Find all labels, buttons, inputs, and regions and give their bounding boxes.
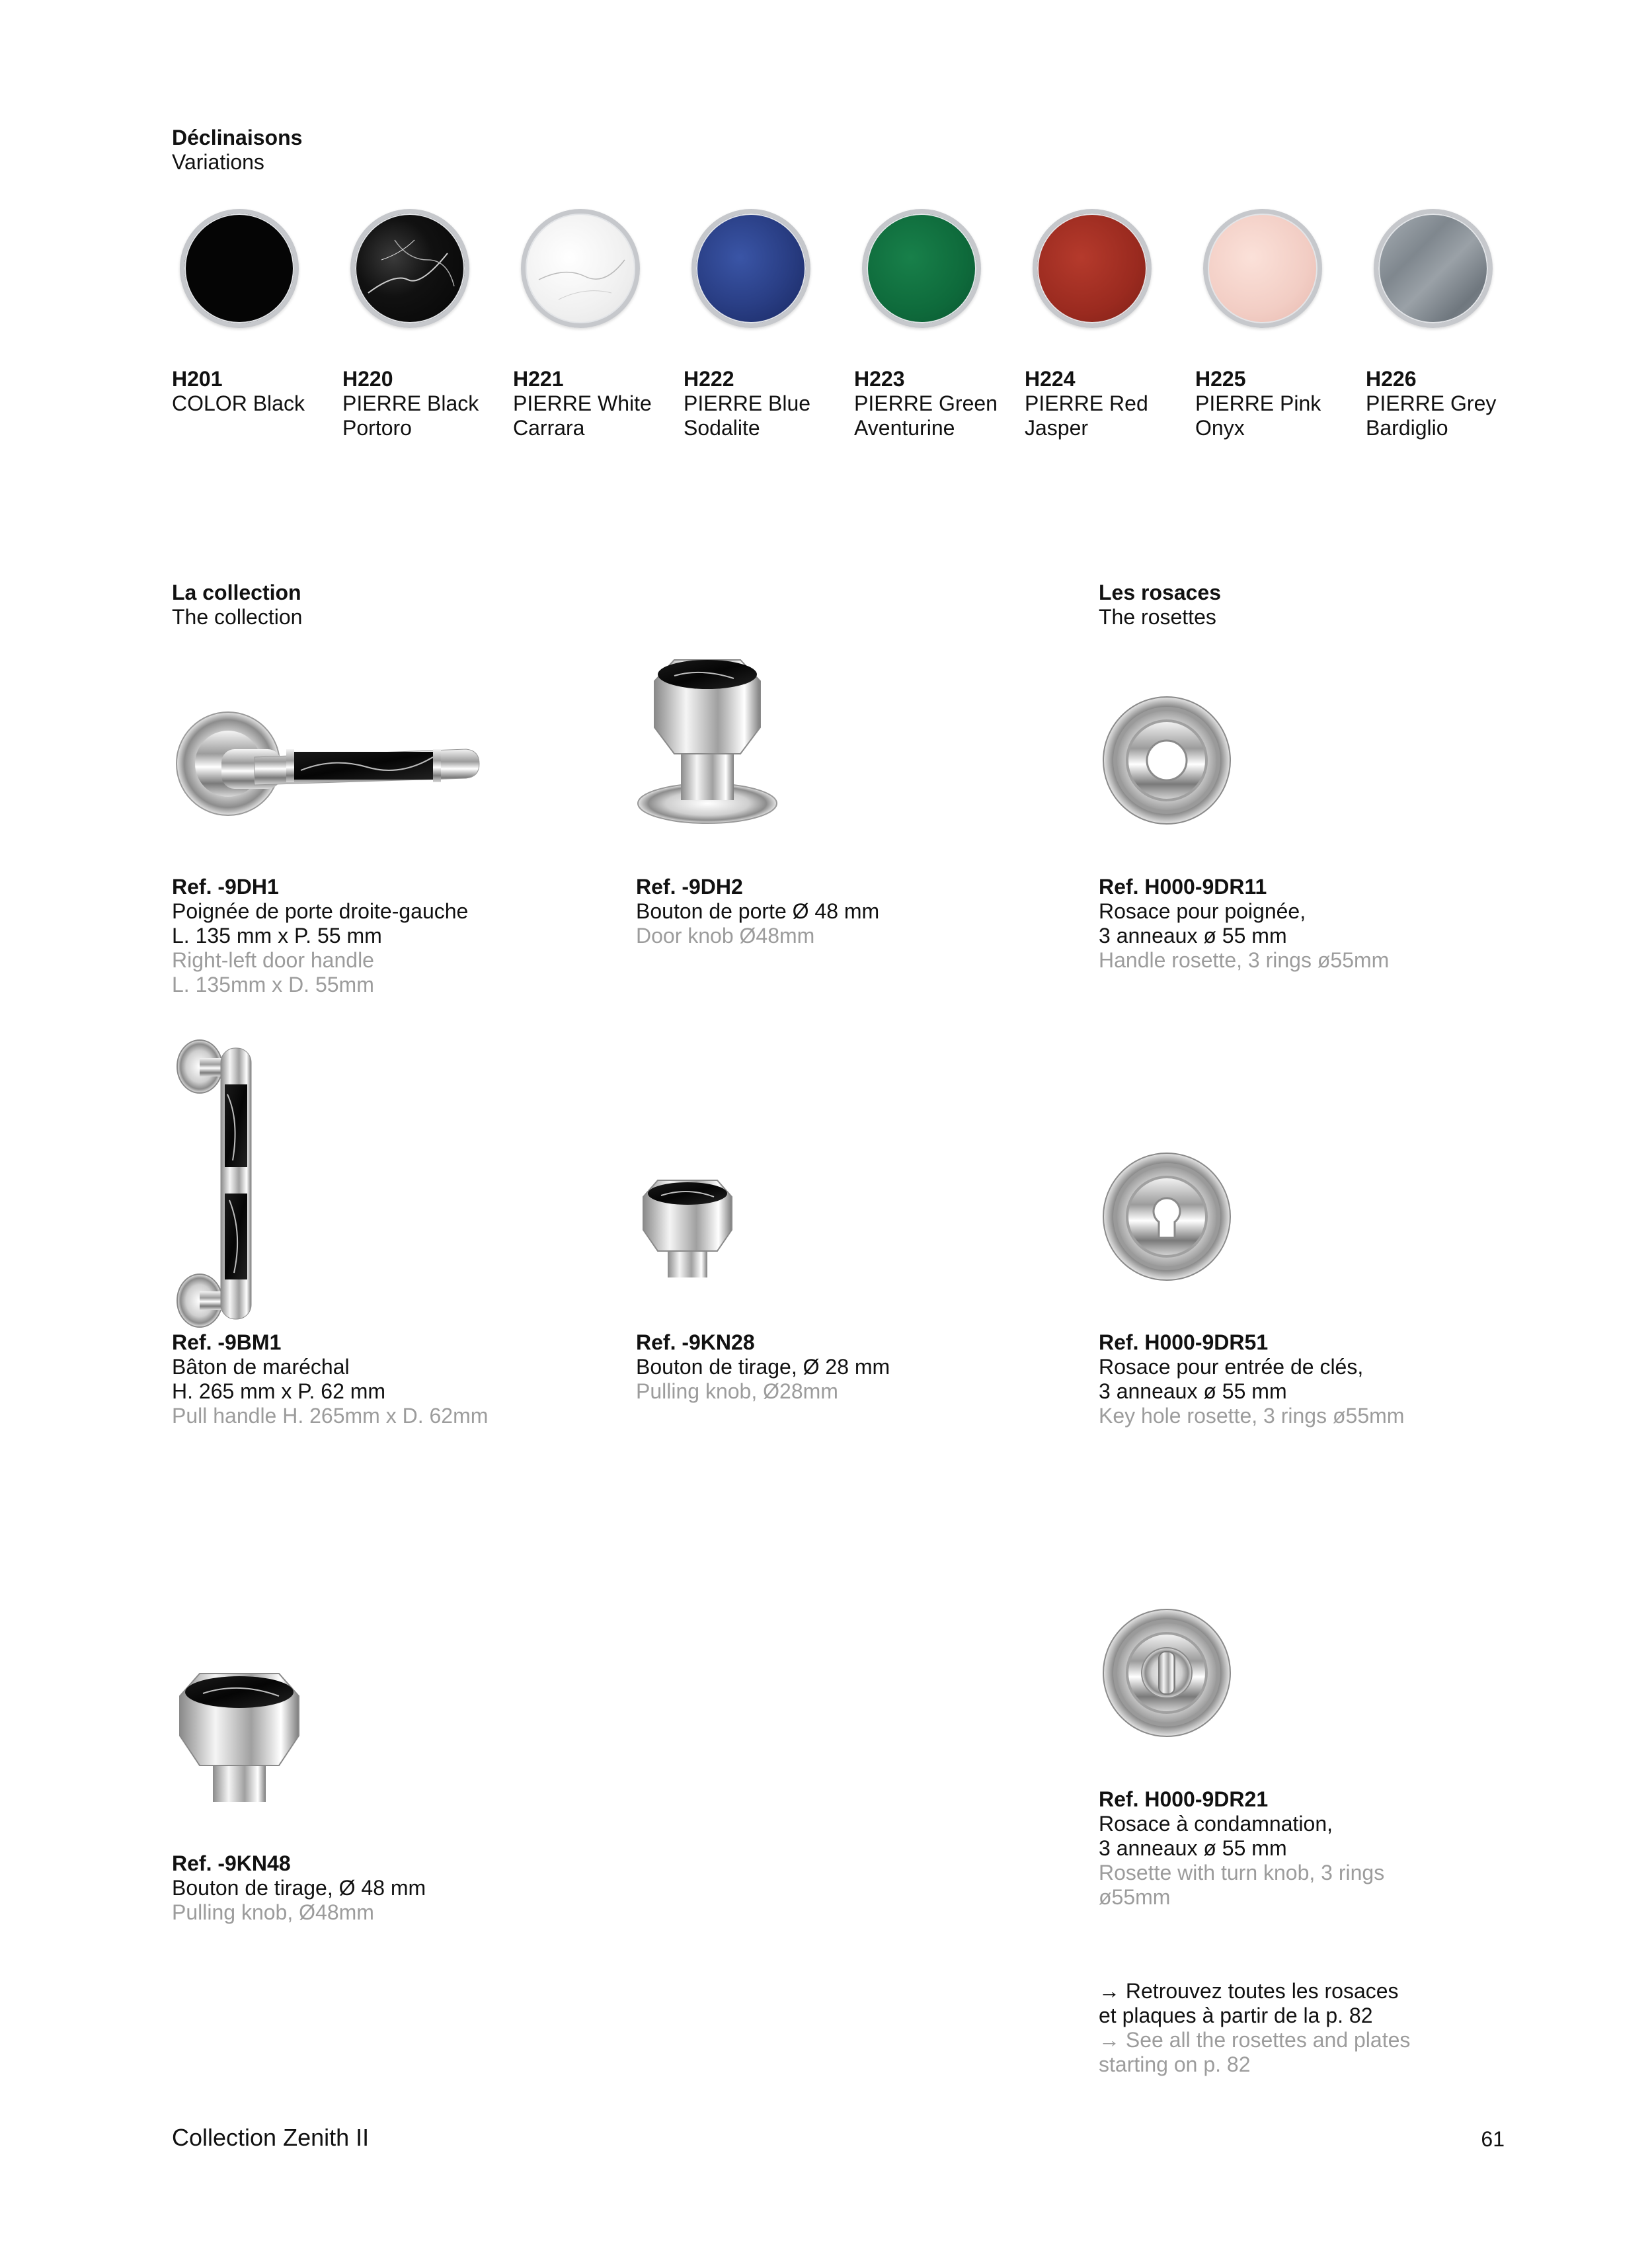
swatch-h225 [1203,209,1322,328]
variation-label-h222 [684,367,810,440]
variation-name: PIERRE Black [342,391,479,415]
product-9dh1 [172,875,468,997]
rosette-9dr11 [1099,875,1389,973]
swatch-h224 [1033,209,1152,328]
variation-code: H224 [1025,367,1076,391]
product-dims-fr: 3 anneaux ø 55 mm [1099,1379,1287,1403]
marble-veins-icon [526,214,635,323]
product-ref: Ref. H000-9DR21 [1099,1787,1269,1811]
product-desc-en: Door knob Ø48mm [636,924,815,948]
product-dims-fr: 3 anneaux ø 55 mm [1099,1836,1287,1860]
collection-title-en: The collection [172,605,303,629]
product-dims-en: L. 135mm x D. 55mm [172,973,374,996]
variation-name-2: Bardiglio [1366,416,1448,440]
variation-name: PIERRE Blue [684,391,811,415]
rosettes-title-en: The rosettes [1099,605,1216,629]
swatch-h221 [521,209,640,328]
variation-label-h201 [172,367,305,416]
product-ref: Ref. -9KN48 [172,1851,291,1875]
product-9kn48 [172,1851,426,1925]
product-9bm1 [172,1330,488,1428]
product-desc-en-2: ø55mm [1099,1885,1171,1909]
variation-label-h225 [1195,367,1321,440]
product-desc-en: Pulling knob, Ø48mm [172,1900,374,1924]
product-desc-fr: Bouton de tirage, Ø 28 mm [636,1355,890,1379]
variation-name: COLOR Black [172,391,305,415]
product-dims-fr: 3 anneaux ø 55 mm [1099,924,1287,948]
variation-name-2: Onyx [1195,416,1245,440]
product-desc-en: Pulling knob, Ø28mm [636,1379,838,1403]
product-desc-en: Right-left door handle [172,948,374,972]
variation-name: PIERRE Green [854,391,998,415]
footer-collection-name: Collection Zenith II [172,2124,370,2151]
variation-label-h220 [342,367,479,440]
product-desc-en: Rosette with turn knob, 3 rings [1099,1861,1385,1884]
variation-code: H222 [684,367,734,391]
product-desc-fr: Rosace pour poignée, [1099,899,1306,923]
product-ref: Ref. -9KN28 [636,1330,755,1354]
variation-code: H221 [513,367,564,391]
note-en-line1: → See all the rosettes and plates [1099,2028,1411,2052]
product-dims-fr: H. 265 mm x P. 62 mm [172,1379,386,1403]
variations-title-fr: Déclinaisons [172,126,303,149]
product-9dh2 [636,875,879,948]
note-fr-line2: et plaques à partir de la p. 82 [1099,2004,1373,2027]
swatch-h226 [1374,209,1493,328]
product-desc-fr: Bouton de porte Ø 48 mm [636,899,880,923]
rosettes-see-all-note [1099,1979,1410,2077]
swatch-h223 [862,209,981,328]
product-dims-fr: L. 135 mm x P. 55 mm [172,924,382,948]
product-desc-fr: Poignée de porte droite-gauche [172,899,469,923]
rosette-9dr21 [1099,1787,1384,1910]
rosettes-title-fr: Les rosaces [1099,581,1222,604]
handle-rosette-image [1101,694,1233,827]
marble-veins-icon [355,214,465,323]
variation-code: H201 [172,367,223,391]
collection-title-fr: La collection [172,581,301,604]
variation-name: PIERRE Red [1025,391,1148,415]
variation-label-h221 [513,367,652,440]
key-rosette-image [1101,1151,1233,1283]
note-fr-line1: → Retrouvez toutes les rosaces [1099,1979,1399,2003]
note-en-line2: starting on p. 82 [1099,2052,1251,2076]
product-ref: Ref. H000-9DR51 [1099,1330,1269,1354]
product-9kn28 [636,1330,890,1404]
variation-name-2: Carrara [513,416,585,440]
variation-code: H223 [854,367,905,391]
product-desc-en: Handle rosette, 3 rings ø55mm [1099,948,1390,972]
door-knob-image [635,655,780,827]
product-desc-fr: Rosace à condamnation, [1099,1812,1333,1836]
swatch-h201 [180,209,299,328]
product-desc-fr: Bouton de tirage, Ø 48 mm [172,1876,426,1900]
variation-name-2: Sodalite [684,416,760,440]
product-desc-fr: Rosace pour entrée de clés, [1099,1355,1364,1379]
variation-code: H225 [1195,367,1246,391]
pull-handle-image [173,1035,266,1332]
variation-name: PIERRE Grey [1366,391,1497,415]
variations-title-en: Variations [172,150,264,174]
variation-code: H226 [1366,367,1417,391]
swatch-h220 [350,209,469,328]
variation-label-h224 [1025,367,1148,440]
pulling-knob-28-image [638,1177,737,1283]
product-desc-en: Pull handle H. 265mm x D. 62mm [172,1404,489,1428]
product-ref: Ref. -9BM1 [172,1330,282,1354]
pulling-knob-48-image [173,1670,305,1808]
variation-name: PIERRE Pink [1195,391,1321,415]
product-ref: Ref. -9DH2 [636,875,743,899]
variation-name-2: Portoro [342,416,412,440]
rosette-9dr51 [1099,1330,1404,1428]
door-handle-image [175,711,479,823]
product-ref: Ref. H000-9DR11 [1099,875,1267,899]
variation-name-2: Aventurine [854,416,955,440]
variation-code: H220 [342,367,393,391]
swatch-h222 [691,209,810,328]
variation-label-h223 [854,367,998,440]
variation-name-2: Jasper [1025,416,1089,440]
variation-name: PIERRE White [513,391,652,415]
product-desc-en: Key hole rosette, 3 rings ø55mm [1099,1404,1405,1428]
product-ref: Ref. -9DH1 [172,875,279,899]
page-number: 61 [1481,2127,1505,2151]
turn-knob-rosette-image [1101,1607,1233,1739]
variation-label-h226 [1366,367,1496,440]
product-desc-fr: Bâton de maréchal [172,1355,350,1379]
